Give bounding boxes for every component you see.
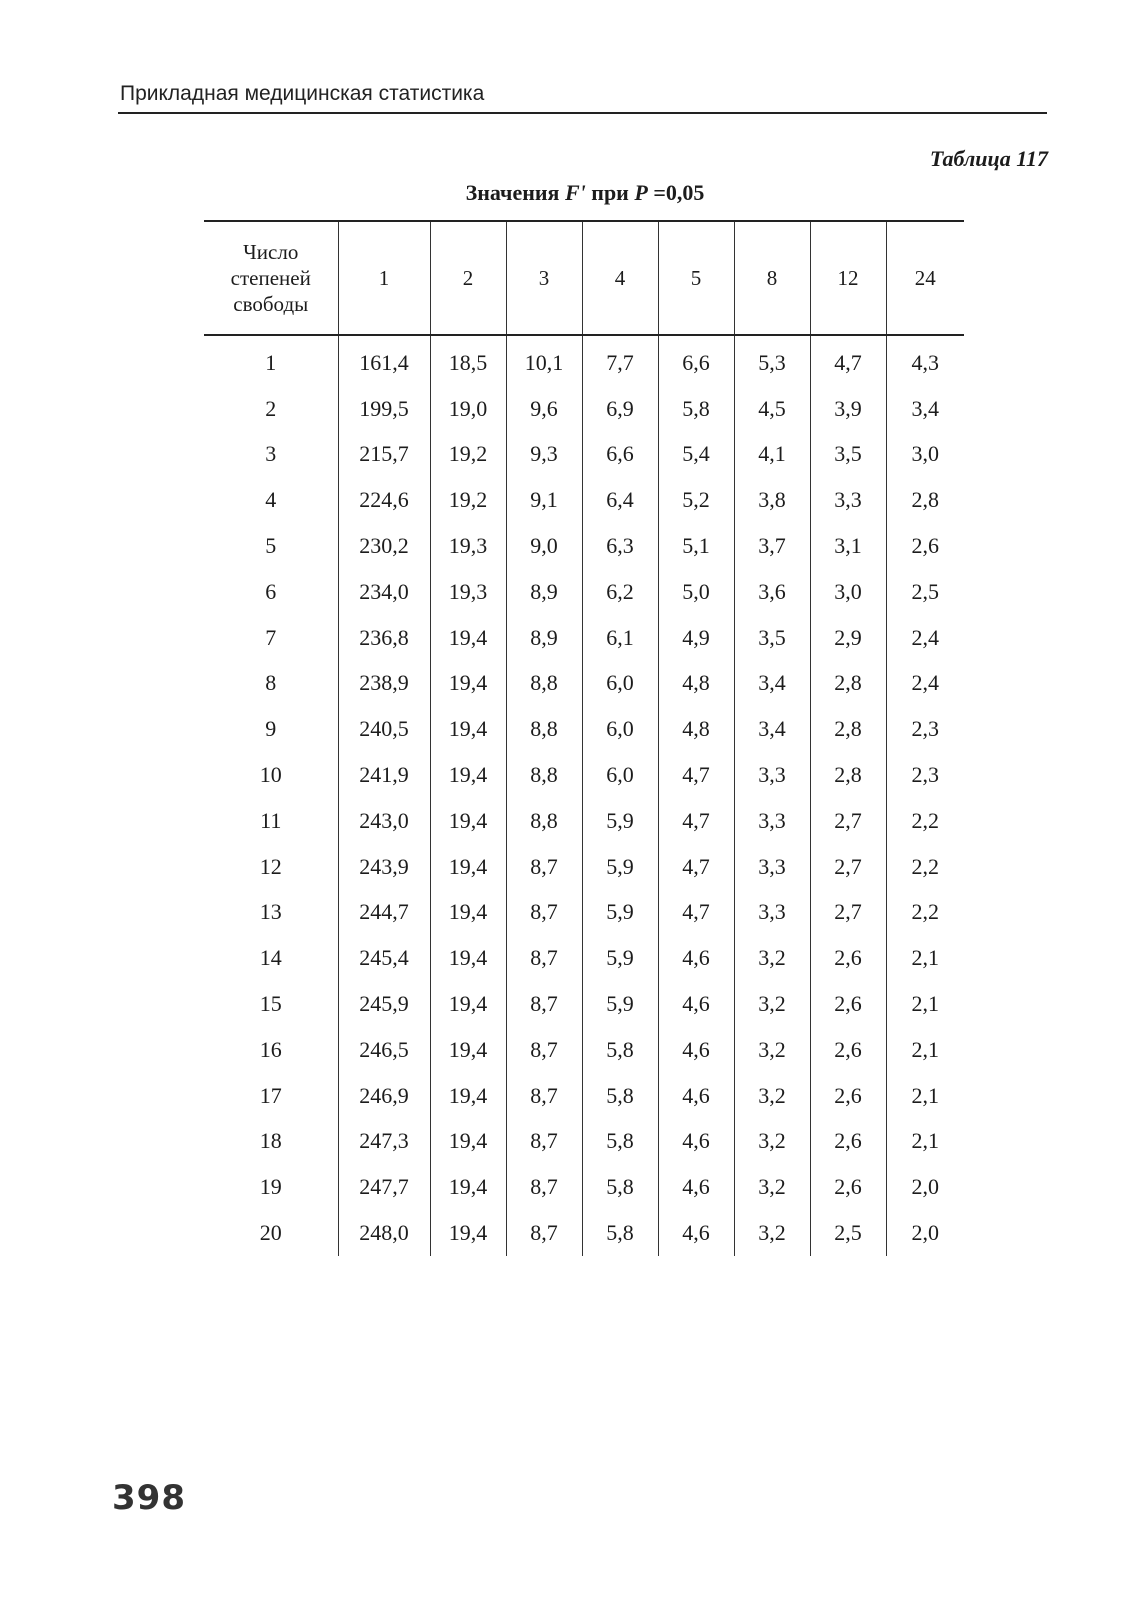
value-cell: 9,0: [506, 523, 582, 569]
value-cell: 2,8: [810, 752, 886, 798]
value-cell: 2,6: [810, 935, 886, 981]
value-cell: 2,3: [886, 752, 964, 798]
value-cell: 19,4: [430, 1210, 506, 1256]
value-cell: 3,9: [810, 386, 886, 432]
value-cell: 238,9: [338, 661, 430, 707]
value-cell: 240,5: [338, 706, 430, 752]
value-cell: 9,3: [506, 432, 582, 478]
value-cell: 2,4: [886, 615, 964, 661]
stub-header-line: степеней: [230, 266, 311, 290]
value-cell: 5,9: [582, 890, 658, 936]
table-row: [204, 569, 964, 615]
value-cell: 19,4: [430, 981, 506, 1027]
df-cell: 13: [259, 899, 282, 925]
value-cell: 244,7: [338, 890, 430, 936]
value-cell: 9,6: [506, 386, 582, 432]
table-row: [204, 615, 964, 661]
value-cell: 4,9: [658, 615, 734, 661]
value-cell: 19,4: [430, 1073, 506, 1119]
value-cell: 19,4: [430, 935, 506, 981]
value-cell: 4,7: [810, 335, 886, 386]
df-cell: 5: [265, 533, 277, 559]
value-cell: 215,7: [338, 432, 430, 478]
value-cell: 3,5: [734, 615, 810, 661]
value-cell: 3,3: [810, 477, 886, 523]
table-title-value: =0,05: [647, 180, 705, 205]
df-cell: 3: [265, 441, 277, 467]
value-cell: 199,5: [338, 386, 430, 432]
value-cell: 247,3: [338, 1119, 430, 1165]
value-cell: 243,0: [338, 798, 430, 844]
value-cell: 2,6: [810, 1073, 886, 1119]
value-cell: 18,5: [430, 335, 506, 386]
column-header: 5: [658, 221, 734, 335]
value-cell: 19,3: [430, 569, 506, 615]
value-cell: 247,7: [338, 1164, 430, 1210]
value-cell: 2,1: [886, 1027, 964, 1073]
value-cell: 3,8: [734, 477, 810, 523]
value-cell: 3,4: [886, 386, 964, 432]
value-cell: 2,6: [810, 1164, 886, 1210]
table-row: [204, 523, 964, 569]
table-header-row: [204, 221, 964, 335]
table-row: [204, 1210, 964, 1256]
value-cell: 4,7: [658, 752, 734, 798]
value-cell: 2,7: [810, 844, 886, 890]
value-cell: 19,4: [430, 1164, 506, 1210]
column-header: 24: [886, 221, 964, 335]
value-cell: 5,2: [658, 477, 734, 523]
value-cell: 2,7: [810, 890, 886, 936]
value-cell: 3,2: [734, 1027, 810, 1073]
df-cell: 1: [265, 349, 277, 375]
value-cell: 4,5: [734, 386, 810, 432]
value-cell: 2,8: [810, 661, 886, 707]
value-cell: 4,6: [658, 1210, 734, 1256]
value-cell: 3,2: [734, 1073, 810, 1119]
value-cell: 8,7: [506, 1027, 582, 1073]
table-row: [204, 981, 964, 1027]
value-cell: 19,4: [430, 844, 506, 890]
value-cell: 2,1: [886, 935, 964, 981]
value-cell: 2,2: [886, 798, 964, 844]
table-row: [204, 477, 964, 523]
value-cell: 5,4: [658, 432, 734, 478]
table-row: [204, 752, 964, 798]
value-cell: 4,6: [658, 1119, 734, 1165]
value-cell: 3,2: [734, 1164, 810, 1210]
df-cell: 19: [259, 1174, 282, 1200]
value-cell: 19,4: [430, 1119, 506, 1165]
stub-header-line: свободы: [233, 292, 309, 316]
value-cell: 4,6: [658, 981, 734, 1027]
value-cell: 2,6: [810, 981, 886, 1027]
value-cell: 8,8: [506, 752, 582, 798]
value-cell: 8,9: [506, 569, 582, 615]
value-cell: 3,2: [734, 1210, 810, 1256]
value-cell: 2,1: [886, 1073, 964, 1119]
value-cell: 2,2: [886, 844, 964, 890]
value-cell: 19,4: [430, 615, 506, 661]
column-header: 8: [734, 221, 810, 335]
value-cell: 6,9: [582, 386, 658, 432]
value-cell: 2,6: [886, 523, 964, 569]
value-cell: 2,5: [886, 569, 964, 615]
df-cell: 9: [265, 716, 277, 742]
value-cell: 4,3: [886, 335, 964, 386]
value-cell: 2,8: [886, 477, 964, 523]
value-cell: 5,8: [582, 1210, 658, 1256]
column-header: 1: [338, 221, 430, 335]
value-cell: 4,8: [658, 706, 734, 752]
value-cell: 19,4: [430, 706, 506, 752]
value-cell: 2,4: [886, 661, 964, 707]
value-cell: 3,5: [810, 432, 886, 478]
value-cell: 8,8: [506, 661, 582, 707]
value-cell: 5,8: [582, 1119, 658, 1165]
df-cell: 10: [259, 762, 282, 788]
value-cell: 19,2: [430, 432, 506, 478]
value-cell: 4,8: [658, 661, 734, 707]
value-cell: 3,3: [734, 890, 810, 936]
value-cell: 2,6: [810, 1119, 886, 1165]
value-cell: 5,8: [582, 1073, 658, 1119]
table-row: [204, 386, 964, 432]
value-cell: 248,0: [338, 1210, 430, 1256]
table-row: [204, 798, 964, 844]
table-row: [204, 661, 964, 707]
table-title-mid: при: [585, 180, 635, 205]
stub-header: [204, 221, 338, 335]
value-cell: 230,2: [338, 523, 430, 569]
table-title-p: P: [634, 180, 648, 205]
table-title: [0, 180, 1130, 206]
df-cell: 4: [265, 487, 277, 513]
value-cell: 3,2: [734, 981, 810, 1027]
value-cell: 9,1: [506, 477, 582, 523]
table-number: Таблица 117: [929, 146, 1048, 171]
df-cell: 2: [265, 395, 277, 421]
value-cell: 3,6: [734, 569, 810, 615]
df-cell: 8: [265, 670, 277, 696]
df-cell: 7: [265, 624, 277, 650]
table-title-prefix: Значения: [465, 180, 565, 205]
value-cell: 234,0: [338, 569, 430, 615]
value-cell: 3,3: [734, 844, 810, 890]
value-cell: 2,7: [810, 798, 886, 844]
value-cell: 5,8: [582, 1164, 658, 1210]
table-row: [204, 1164, 964, 1210]
table-row: [204, 935, 964, 981]
value-cell: 161,4: [338, 335, 430, 386]
value-cell: 6,2: [582, 569, 658, 615]
value-cell: 2,2: [886, 890, 964, 936]
table-row: [204, 706, 964, 752]
value-cell: 8,7: [506, 844, 582, 890]
df-cell: 20: [259, 1220, 282, 1246]
header-rule: [118, 112, 1047, 114]
value-cell: 4,6: [658, 1164, 734, 1210]
df-cell: 18: [259, 1128, 282, 1154]
value-cell: 8,7: [506, 1073, 582, 1119]
value-cell: 2,0: [886, 1210, 964, 1256]
value-cell: 241,9: [338, 752, 430, 798]
df-cell: 6: [265, 578, 277, 604]
value-cell: 5,9: [582, 798, 658, 844]
value-cell: 19,4: [430, 798, 506, 844]
value-cell: 3,7: [734, 523, 810, 569]
value-cell: 2,6: [810, 1027, 886, 1073]
stub-header-line: Число: [243, 240, 299, 264]
f-values-table: [204, 220, 964, 1256]
value-cell: 8,8: [506, 706, 582, 752]
value-cell: 224,6: [338, 477, 430, 523]
value-cell: 5,8: [658, 386, 734, 432]
value-cell: 5,8: [582, 1027, 658, 1073]
value-cell: 3,1: [810, 523, 886, 569]
value-cell: 6,6: [658, 335, 734, 386]
df-cell: 16: [259, 1036, 282, 1062]
page-number: 398: [112, 1478, 186, 1518]
value-cell: 8,8: [506, 798, 582, 844]
value-cell: 2,5: [810, 1210, 886, 1256]
value-cell: 4,7: [658, 844, 734, 890]
value-cell: 3,4: [734, 661, 810, 707]
table-row: [204, 1119, 964, 1165]
value-cell: 3,0: [886, 432, 964, 478]
value-cell: 19,0: [430, 386, 506, 432]
table-row: [204, 890, 964, 936]
value-cell: 8,7: [506, 981, 582, 1027]
value-cell: 8,7: [506, 935, 582, 981]
table-row: [204, 335, 964, 386]
value-cell: 243,9: [338, 844, 430, 890]
value-cell: 6,0: [582, 706, 658, 752]
value-cell: 246,9: [338, 1073, 430, 1119]
value-cell: 3,3: [734, 752, 810, 798]
column-header: 12: [810, 221, 886, 335]
value-cell: 5,3: [734, 335, 810, 386]
value-cell: 5,9: [582, 844, 658, 890]
value-cell: 19,4: [430, 890, 506, 936]
value-cell: 2,1: [886, 981, 964, 1027]
df-cell: 15: [259, 991, 282, 1017]
value-cell: 5,9: [582, 935, 658, 981]
value-cell: 3,2: [734, 935, 810, 981]
df-cell: 17: [259, 1082, 282, 1108]
value-cell: 4,6: [658, 1027, 734, 1073]
value-cell: 19,3: [430, 523, 506, 569]
table-row: [204, 1027, 964, 1073]
value-cell: 3,2: [734, 1119, 810, 1165]
value-cell: 245,4: [338, 935, 430, 981]
column-header: 4: [582, 221, 658, 335]
value-cell: 246,5: [338, 1027, 430, 1073]
value-cell: 236,8: [338, 615, 430, 661]
value-cell: 7,7: [582, 335, 658, 386]
value-cell: 19,4: [430, 752, 506, 798]
value-cell: 6,0: [582, 752, 658, 798]
value-cell: 19,2: [430, 477, 506, 523]
table-body: [204, 335, 964, 1256]
value-cell: 3,4: [734, 706, 810, 752]
value-cell: 8,7: [506, 1119, 582, 1165]
value-cell: 10,1: [506, 335, 582, 386]
table-title-f: F': [564, 180, 586, 205]
value-cell: 8,7: [506, 1210, 582, 1256]
value-cell: 245,9: [338, 981, 430, 1027]
running-title: Прикладная медицинская статистика: [120, 82, 485, 105]
column-header: 3: [506, 221, 582, 335]
value-cell: 4,6: [658, 935, 734, 981]
value-cell: 6,3: [582, 523, 658, 569]
value-cell: 8,7: [506, 1164, 582, 1210]
table-row: [204, 844, 964, 890]
df-cell: 11: [260, 807, 282, 833]
value-cell: 5,9: [582, 981, 658, 1027]
value-cell: 19,4: [430, 661, 506, 707]
value-cell: 2,3: [886, 706, 964, 752]
value-cell: 8,9: [506, 615, 582, 661]
table-row: [204, 432, 964, 478]
column-header: 2: [430, 221, 506, 335]
df-cell: 14: [259, 945, 282, 971]
value-cell: 3,0: [810, 569, 886, 615]
value-cell: 8,7: [506, 890, 582, 936]
value-cell: 6,4: [582, 477, 658, 523]
value-cell: 2,0: [886, 1164, 964, 1210]
value-cell: 2,1: [886, 1119, 964, 1165]
value-cell: 4,7: [658, 890, 734, 936]
table-row: [204, 1073, 964, 1119]
value-cell: 4,6: [658, 1073, 734, 1119]
value-cell: 2,8: [810, 706, 886, 752]
value-cell: 5,0: [658, 569, 734, 615]
value-cell: 6,0: [582, 661, 658, 707]
value-cell: 5,1: [658, 523, 734, 569]
value-cell: 4,1: [734, 432, 810, 478]
value-cell: 6,6: [582, 432, 658, 478]
value-cell: 19,4: [430, 1027, 506, 1073]
value-cell: 4,7: [658, 798, 734, 844]
value-cell: 2,9: [810, 615, 886, 661]
df-cell: 12: [259, 853, 282, 879]
value-cell: 3,3: [734, 798, 810, 844]
value-cell: 6,1: [582, 615, 658, 661]
